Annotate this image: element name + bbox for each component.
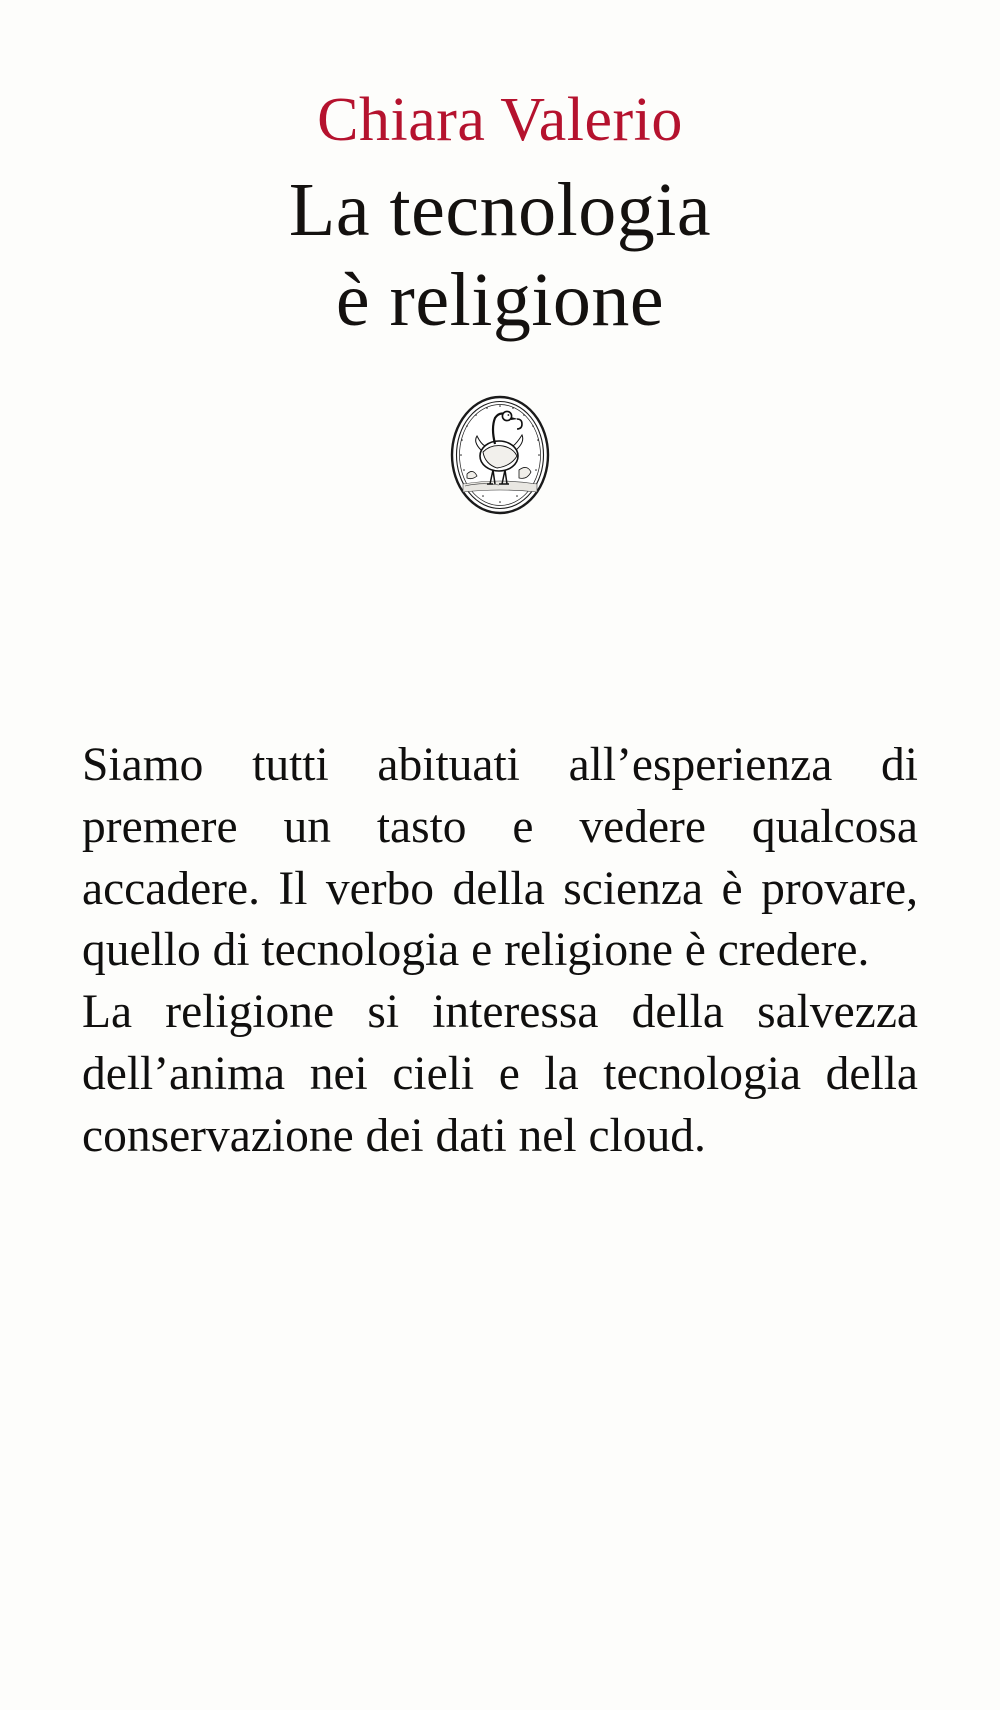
book-title [0,166,1000,345]
publisher-emblem-container [0,392,1000,523]
ostrich-emblem-icon [437,392,563,518]
author-name: Chiara Valerio [317,86,683,154]
blurb-paragraph-1: Siamo tutti abituati all’esperienza di premere un tasto e vedere qualcosa accadere. Il verbo della scienza è provare, quello di tecnologia e religione è credere. [82,739,918,977]
title-line-1: La tecnologia [288,168,712,252]
blurb-paragraph-2: La religione si interessa della salvezza dell’anima nei cieli e la tecnologia della conservazione dei dati nel cloud. [82,986,918,1162]
title-line-2: è religione [335,257,665,342]
back-cover-blurb [82,735,918,1167]
